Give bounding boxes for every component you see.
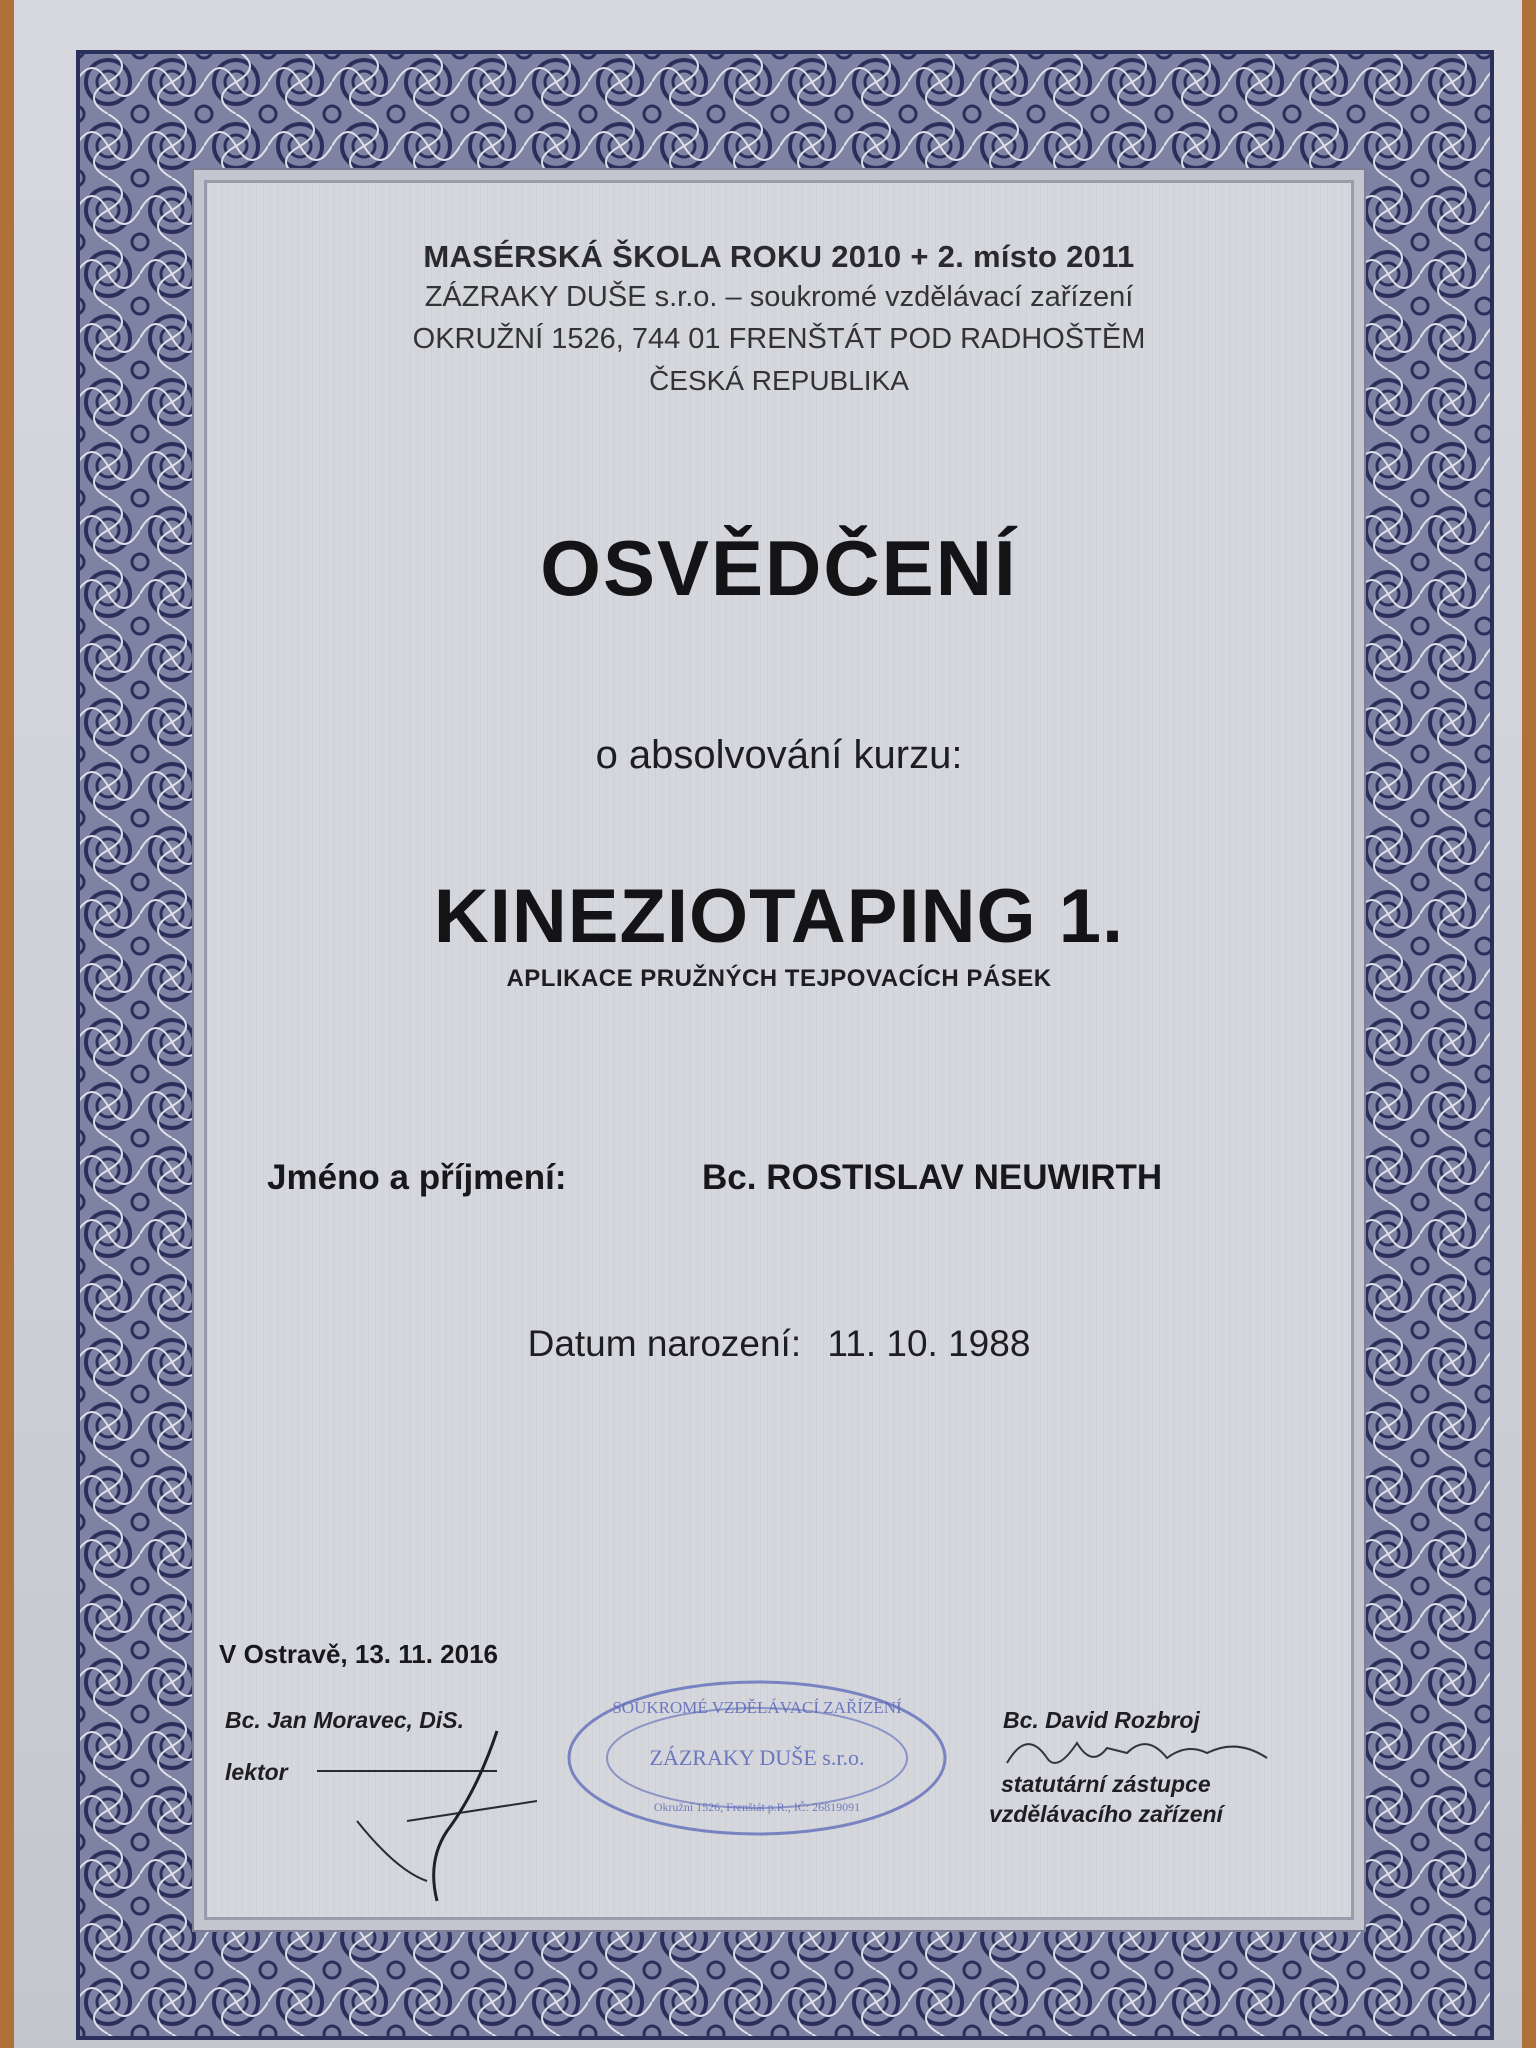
director-name: Bc. David Rozbroj bbox=[1003, 1707, 1200, 1733]
name-value: Bc. ROSTISLAV NEUWIRTH bbox=[702, 1158, 1163, 1197]
course-subtitle: APLIKACE PRUŽNÝCH TEJPOVACÍCH PÁSEK bbox=[506, 965, 1052, 992]
director-role-line2: vzdělávacího zařízení bbox=[989, 1801, 1223, 1827]
lecturer-role: lektor bbox=[225, 1759, 288, 1785]
certificate-intro: o absolvování kurzu: bbox=[595, 733, 963, 777]
stamp-middle-text: ZÁZRAKY DUŠE s.r.o. bbox=[649, 1745, 865, 1770]
school-award-line: MASÉRSKÁ ŠKOLA ROKU 2010 + 2. místo 2011 bbox=[423, 239, 1135, 274]
lecturer-signature bbox=[297, 1711, 547, 1911]
course-name: KINEZIOTAPING 1. bbox=[433, 874, 1125, 959]
birth-date-row bbox=[207, 1323, 1351, 1365]
school-country-line: ČESKÁ REPUBLIKA bbox=[649, 365, 909, 396]
stamp-bottom-text: Okružní 1526, Frenštát p.R., IČ: 26819091 bbox=[653, 1800, 861, 1814]
birth-date-value: 11. 10. 1988 bbox=[827, 1323, 1031, 1364]
school-stamp bbox=[557, 1673, 957, 1843]
certificate-title: OSVĚDČENÍ bbox=[540, 524, 1018, 612]
lecturer-name: Bc. Jan Moravec, DiS. bbox=[225, 1707, 465, 1733]
certificate-paper bbox=[14, 0, 1522, 2048]
place-and-date: V Ostravě, 13. 11. 2016 bbox=[219, 1639, 498, 1669]
school-company-line: ZÁZRAKY DUŠE s.r.o. – soukromé vzdělávací zařízení bbox=[424, 281, 1134, 313]
name-label: Jméno a příjmení: bbox=[267, 1158, 567, 1197]
birth-date-label: Datum narození: bbox=[527, 1323, 802, 1364]
certificate-panel bbox=[204, 180, 1354, 1920]
school-address-line: OKRUŽNÍ 1526, 744 01 FRENŠTÁT POD RADHOŠTĚM bbox=[412, 323, 1146, 355]
stamp-top-text: SOUKROMÉ VZDĚLÁVACÍ ZAŘÍZENÍ bbox=[612, 1698, 902, 1717]
director-role-line1: statutární zástupce bbox=[1001, 1771, 1211, 1797]
